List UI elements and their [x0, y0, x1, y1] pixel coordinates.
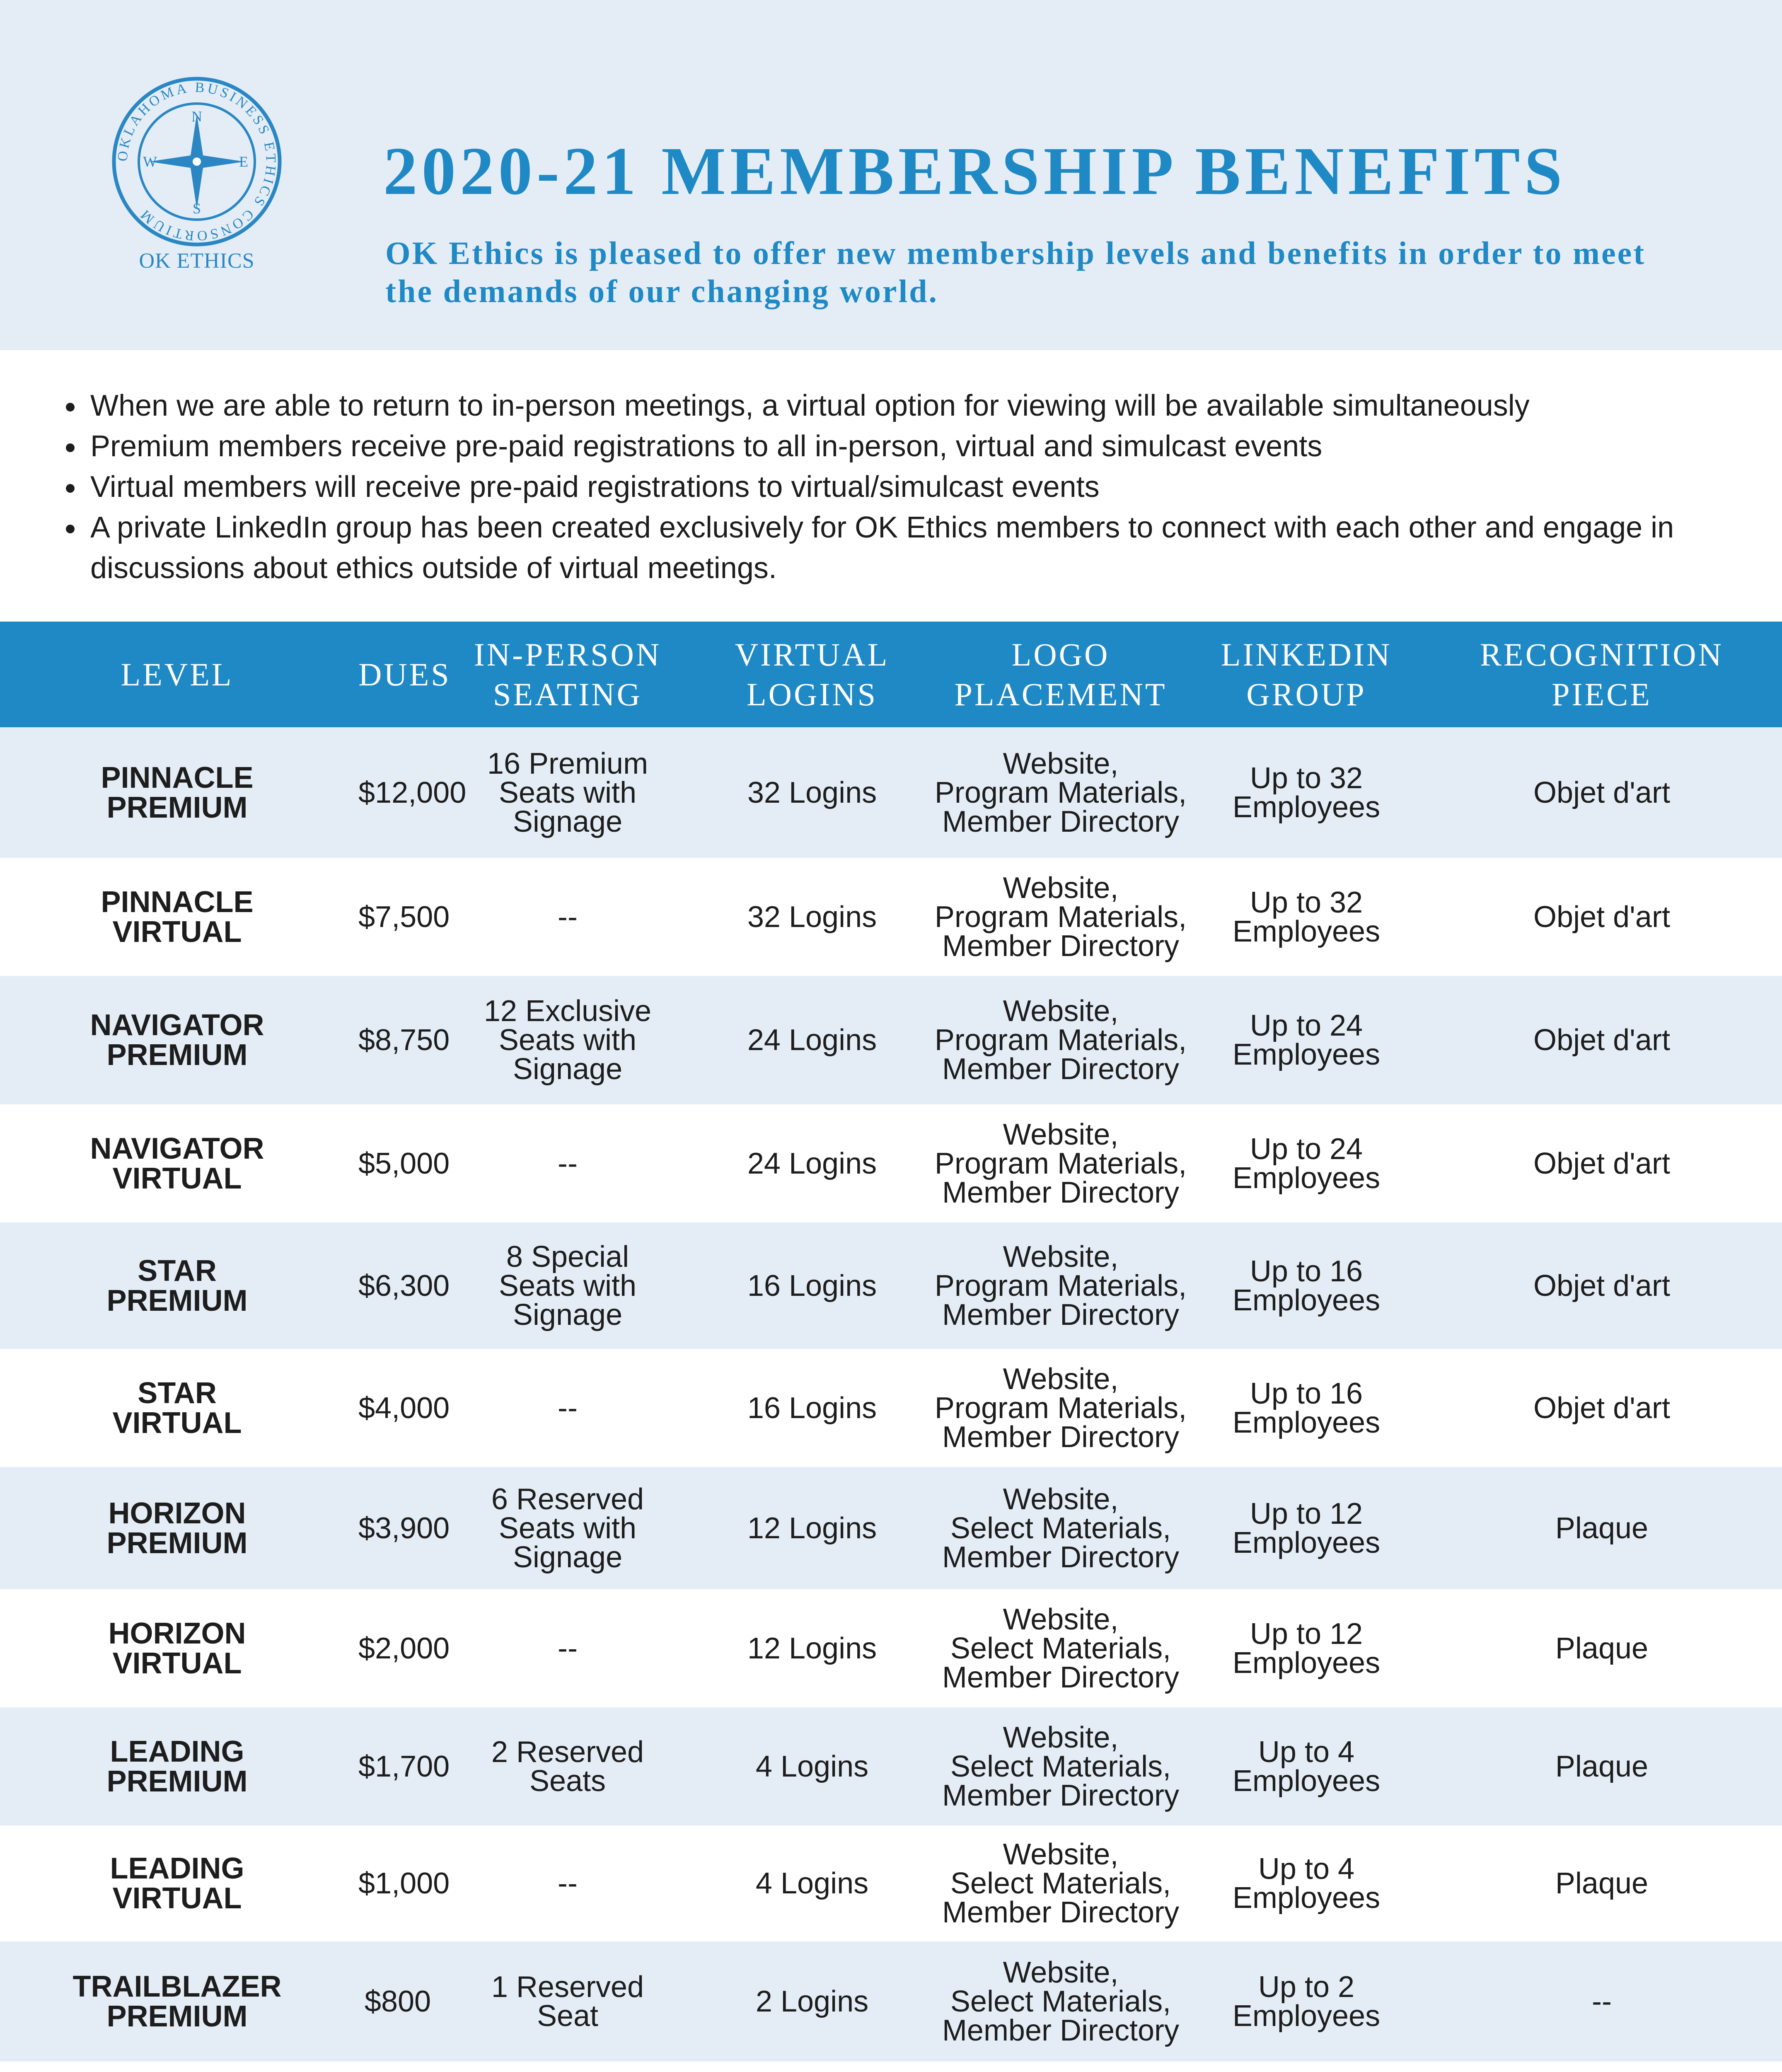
- page-title: 2020-21 MEMBERSHIP BENEFITS: [383, 133, 1567, 209]
- cell-logins: [694, 2062, 930, 2072]
- bullet-item: • A private LinkedIn group has been created exclusively for OK Ethics members to connect with each other and engage in discussions about ethics outside of virtual meetings.: [86, 507, 1757, 588]
- column-header-logins: VIRTUAL LOGINS: [735, 636, 890, 712]
- cell-seating: 8 Special Seats with Signage: [498, 1240, 637, 1331]
- cell-dues: $1,000: [358, 1867, 450, 1900]
- column-header-linkedin: LINKEDIN GROUP: [1221, 636, 1392, 712]
- column-header-seating: IN-PERSON SEATING: [474, 636, 662, 712]
- cell-dues: $4,000: [358, 1391, 450, 1425]
- cell-logins: 4 Logins: [755, 1750, 869, 1783]
- table-row: [0, 1589, 1782, 1707]
- compass-n: N: [191, 108, 202, 125]
- cell-recognition: Objet d'art: [1533, 1269, 1670, 1302]
- ok-ethics-logo: [104, 75, 290, 282]
- cell-dues: $800: [364, 1985, 431, 2018]
- cell-logo-placement: Website, Program Materials, Member Directory: [934, 1118, 1187, 1209]
- cell-logins: 12 Logins: [747, 1631, 877, 1665]
- cell-seating: --: [558, 1867, 578, 1900]
- bullet-item: • Premium members receive pre-paid registrations to all in-person, virtual and simulcast events: [86, 426, 1757, 467]
- table-row: [0, 1467, 1782, 1589]
- cell-seating: 16 Premium Seats with Signage: [487, 747, 648, 838]
- cell-recognition: Plaque: [1555, 1511, 1649, 1545]
- cell-logins: 16 Logins: [747, 1391, 877, 1425]
- cell-level: STAR VIRTUAL: [112, 1376, 242, 1440]
- bullet-item: • When we are able to return to in-person meetings, a virtual option for viewing will be available simultaneously: [86, 385, 1757, 426]
- cell-logo-placement: Website, Program Materials, Member Directory: [934, 871, 1187, 963]
- cell-linkedin: Up to 12 Employees: [1232, 1497, 1381, 1559]
- cell-logo-placement: Website, Select Materials, Member Directory: [942, 1721, 1180, 1812]
- cell-dues: $2,000: [358, 1631, 450, 1665]
- page-header: [0, 0, 1782, 350]
- cell-seating: --: [558, 900, 578, 934]
- cell-seating: --: [558, 1631, 578, 1665]
- table-row: [0, 858, 1782, 976]
- table-row: [0, 727, 1782, 858]
- cell-linkedin: Up to 16 Employees: [1232, 1377, 1381, 1439]
- cell-logins: 4 Logins: [755, 1867, 869, 1900]
- cell-seating: --: [558, 1391, 578, 1425]
- cell-recognition: Objet d'art: [1533, 900, 1670, 934]
- cell-logo-placement: Website, Select Materials, Member Directory: [942, 1838, 1180, 1929]
- cell-logins: 2 Logins: [755, 1985, 869, 2018]
- cell-logo-placement: Website, Select Materials, Member Directory: [942, 1956, 1180, 2047]
- cell-recognition: [1422, 2062, 1782, 2072]
- membership-table: [0, 622, 1782, 2072]
- cell-recognition: --: [1592, 1985, 1612, 2018]
- cell-logo-placement: Website, Program Materials, Member Directory: [934, 995, 1187, 1086]
- cell-level: PINNACLE VIRTUAL: [101, 885, 254, 949]
- cell-level: NAVIGATOR PREMIUM: [90, 1009, 264, 1072]
- cell-recognition: Objet d'art: [1533, 1391, 1670, 1425]
- cell-logins: 12 Logins: [747, 1511, 877, 1545]
- cell-recognition: Objet d'art: [1533, 1024, 1670, 1057]
- table-row: [0, 976, 1782, 1104]
- cell-linkedin: Up to 2 Employees: [1232, 1970, 1381, 2033]
- cell-linkedin: Up to 32 Employees: [1232, 886, 1381, 948]
- cell-logo-placement: [930, 2062, 1191, 2072]
- cell-seating: 1 Reserved Seat: [491, 1970, 644, 2033]
- cell-logo-placement: Website, Program Materials, Member Directory: [934, 1240, 1187, 1331]
- cell-logins: 24 Logins: [747, 1024, 877, 1057]
- table-row: [0, 2062, 1782, 2072]
- cell-dues: $12,000: [358, 776, 467, 809]
- cell-seating: [441, 2062, 694, 2072]
- cell-logo-placement: Website, Program Materials, Member Directory: [934, 747, 1187, 838]
- logo-ring-text: OKLAHOMA BUSINESS ETHICS CONSORTIUM: [115, 80, 279, 244]
- compass-w: W: [143, 153, 157, 170]
- cell-logins: 32 Logins: [747, 900, 877, 934]
- logo-caption: OK ETHICS: [139, 249, 255, 273]
- page-subtitle: OK Ethics is pleased to offer new membership levels and benefits in order to meet the demands of our changing world.: [385, 235, 1646, 309]
- cell-seating: 2 Reserved Seats: [491, 1735, 644, 1798]
- cell-linkedin: Up to 12 Employees: [1232, 1617, 1381, 1680]
- cell-dues: $1,700: [358, 1750, 450, 1783]
- cell-level: TRAILBLAZER PREMIUM: [73, 1970, 282, 2033]
- cell-linkedin: Up to 24 Employees: [1232, 1132, 1381, 1195]
- cell-linkedin: Up to 4 Employees: [1232, 1735, 1381, 1798]
- cell-linkedin: Up to 16 Employees: [1232, 1254, 1381, 1317]
- benefit-notes: [0, 350, 1782, 622]
- compass-logo-icon: [104, 75, 290, 249]
- column-header-dues: DUES: [358, 656, 451, 692]
- cell-recognition: Objet d'art: [1533, 1147, 1670, 1180]
- column-header-level: LEVEL: [121, 656, 234, 692]
- cell-logins: 24 Logins: [747, 1147, 877, 1180]
- cell-level: STAR PREMIUM: [106, 1254, 248, 1317]
- cell-logins: 16 Logins: [747, 1269, 877, 1302]
- cell-dues: $8,750: [358, 1024, 450, 1057]
- cell-level: HORIZON PREMIUM: [106, 1496, 248, 1560]
- cell-linkedin: Up to 24 Employees: [1232, 1009, 1381, 1071]
- table-row: [0, 1349, 1782, 1467]
- cell-level: LEADING PREMIUM: [106, 1735, 248, 1798]
- cell-dues: $6,300: [358, 1269, 450, 1302]
- cell-linkedin: Up to 4 Employees: [1232, 1852, 1381, 1915]
- cell-logo-placement: Website, Select Materials, Member Directory: [942, 1482, 1180, 1574]
- cell-level: PINNACLE PREMIUM: [101, 761, 254, 824]
- cell-dues: $3,900: [358, 1511, 450, 1545]
- compass-e: E: [239, 153, 248, 170]
- cell-recognition: Plaque: [1555, 1867, 1649, 1900]
- compass-s: S: [192, 200, 201, 217]
- cell-level: HORIZON VIRTUAL: [108, 1617, 246, 1680]
- column-header-recognition: RECOGNITION PIECE: [1480, 636, 1724, 712]
- bullet-list: [37, 385, 1757, 588]
- cell-dues: $5,000: [358, 1147, 450, 1180]
- table-header-row: [0, 622, 1782, 727]
- table-body: [0, 727, 1782, 2072]
- table-row: [0, 1707, 1782, 1825]
- column-header-logo: LOGO PLACEMENT: [954, 636, 1167, 712]
- cell-recognition: Plaque: [1555, 1631, 1649, 1665]
- cell-linkedin: Up to 32 Employees: [1232, 761, 1381, 824]
- table-row: [0, 1941, 1782, 2062]
- cell-dues: $7,500: [358, 900, 450, 934]
- cell-recognition: Plaque: [1555, 1750, 1649, 1783]
- table-row: [0, 1104, 1782, 1222]
- table-row: [0, 1825, 1782, 1941]
- table-row: [0, 1222, 1782, 1349]
- cell-seating: 6 Reserved Seats with Signage: [491, 1482, 644, 1574]
- cell-logins: 32 Logins: [747, 776, 877, 809]
- cell-logo-placement: Website, Select Materials, Member Directory: [942, 1602, 1180, 1694]
- cell-seating: 12 Exclusive Seats with Signage: [484, 995, 652, 1086]
- cell-level: NAVIGATOR VIRTUAL: [90, 1132, 264, 1195]
- cell-level: LEADING VIRTUAL: [110, 1852, 244, 1915]
- cell-recognition: Objet d'art: [1533, 776, 1670, 809]
- bullet-item: • Virtual members will receive pre-paid registrations to virtual/simulcast events: [86, 467, 1757, 507]
- cell-linkedin: [1191, 2062, 1422, 2072]
- cell-level: [0, 2062, 354, 2072]
- cell-seating: --: [558, 1147, 578, 1180]
- cell-dues: [354, 2062, 441, 2072]
- cell-logo-placement: Website, Program Materials, Member Directory: [934, 1362, 1187, 1454]
